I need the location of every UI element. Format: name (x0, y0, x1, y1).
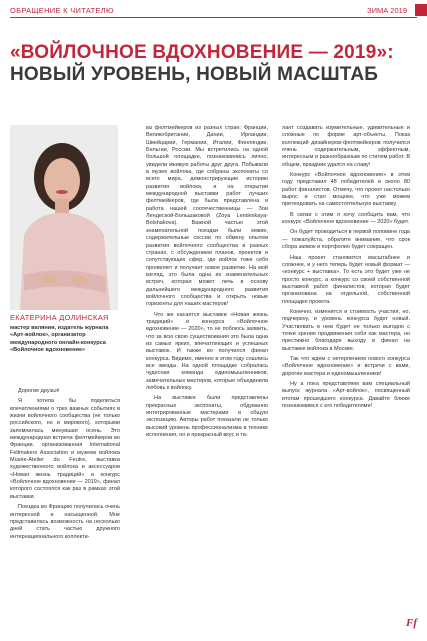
text-column-2 (146, 125, 268, 442)
magazine-logo: Ff (406, 617, 417, 629)
section-title: ОБРАЩЕНИЕ К ЧИТАТЕЛЮ (10, 6, 114, 15)
red-tab-marker (415, 4, 427, 16)
text-column-1 (10, 388, 120, 544)
paragraph: Что же касается выставки «Новая жизнь традиций» и конкурса «Войлочное вдохновение — 2020», то не побоюсь заявить, что за всю свою существования это была одна из самых ярких, впечатляющих и успешных выставок. И также во получился финал конкурса. Видимо, именно в этом году сошлись все звезды. На одной площадке собралась чудесная команда единомышленников, замечательных мастеров, которые объединила любовь к войлоку. (146, 311, 268, 392)
paragraph: Дорогие друзья! (18, 388, 60, 394)
paragraph: Он будет проводиться в первой половине года — пожалуйста, обратите внимание, что срок сбора заявок и портфолио будет сокращен. (282, 229, 410, 251)
paragraph: Конечно, изменится и стоимость участия, но, подчеркну, и уровень конкурса будет новый. Участвовать в нем будет не только выгодно с точки зрения продвижения себя как мастера, но престижно благодаря выходу в финал на выставке войлока в Москве. (282, 308, 410, 352)
article-title (10, 42, 415, 86)
author-block (10, 313, 122, 355)
paragraph: На выставке были представлены прекрасные экспонаты, обдуманно интегрированные мастерами и общую экспозицию. Авторы работ показали не только высокий уровень профессионализма в технике исполнения, но и прекрасный вкус и та- (146, 395, 268, 439)
title-line-2: НОВЫЙ УРОВЕНЬ, НОВЫЙ МАСШТАБ (10, 64, 379, 85)
header-divider (10, 17, 417, 18)
paragraph: Конкурс «Войлочное вдохновение» в этом году представил 48 победителей и около 80 работ финалистов. Отмечу, что проект настолько вырос и стал мощнее, что уже можем претендовать на самостоятельную выставку. (282, 172, 410, 208)
paragraph: ва фелтмейкеров из разных стран: Франции, Великобритании, Дании, Ирландии, Швейцарии, Германии, Италии, Финляндии, Бельгии, России. Мы встретились на одной большой площадке, познакомились лично, увидели вживую работы друг друга. Побывали в музее войлока, где собраны экспонаты со всего мира, демонстрирующие историю развития войлока, и на открытии международной выставки работ лучших фелтмейкеров, где была представлена и работа нашей соотечественницы — Зои Лендеской-Большаковой (Zoya Lendeskaya-Bolshakova). Важной частью этой знаменательной поездки были емкие, содержательные сессии по обмену опытом развития войлочного сообщества в разных странах, с обсуждением планов, проектов и сопутствующих сфер, где войлок тоже себя проявляет и получает новое развитие. На мой взгляд, это была одна из знаменательных встреч, которая может лечь в основу дальнейшего международного развития войлочного сообщества и открыть новые горизонты для наших мастеров! (146, 125, 268, 308)
issue-label: ЗИМА 2019 (367, 6, 407, 15)
paragraph: Поездка во Францию получилась очень интересной и насыщенной. Мне представилась возможность на несколько дней стать частью дружного интернационального коллекти- (10, 504, 120, 540)
paragraph: Я хотела бы поделиться впечатлениями о трех важных событиях в жизни войлочного сообщества (не только российского, но и мирового), которыми запомнилась минувшая осень. Это международная встреча фелтмейкеров во Франции, организованная International Feltmakers Association и музеем войлока Musée-Atelier du Feutre, выставка художественного войлока и аксессуаров «Новая жизнь традиций» и конкурс «Войлочное вдохновение — 2019», финал которого состоялся как раз в рамках этой выставки. (10, 398, 120, 500)
page-header (0, 0, 427, 24)
paragraph: лант создавать изумительные, удивительные и сложные по форме арт-объекты. Показ коллекций дизайнеров-фелтмейкеров получился очень содержательным, эффектным, интересным и разнообразным по стилям работ. В общем, праздник удался на славу! (282, 125, 410, 168)
author-photo (10, 125, 118, 310)
paragraph: Так что ждем с нетерпением нового конкурса «Войлочное вдохновение» и встречи с вами, дорогие мастера и единомышленники! (282, 355, 410, 377)
paragraph: В связи с этим я хочу сообщить вам, что конкурс «Войлочное вдохновение — 2020» будет. (282, 211, 410, 226)
paragraph: Ну а пока представляем вам специальный выпуск журнала «Арт-войлок», посвященный итогам прошедшего конкурса. Давайте ближе познакомимся с его победителями! (282, 381, 410, 410)
author-name: ЕКАТЕРИНА ДОЛИНСКАЯ (10, 313, 109, 322)
text-column-3 (282, 125, 410, 413)
paragraph: Наш проект становится масштабнее и сложнее, и у него теперь будет новый формат — «конкурс + выставка». То есть это будет уже не просто конкурс, а конкурс со своей собственной выставкой работ финалистов, которая будет организована на отдельной, собственной площадке проекта. (282, 254, 410, 305)
title-line-1: «ВОЙЛОЧНОЕ ВДОХНОВЕНИЕ — 2019»: (10, 42, 394, 63)
author-role: мастер валяния, издатель журнала «Арт-войлок», организатор международного онлайн-конкурса «Войлочное вдохновение» (10, 325, 109, 354)
